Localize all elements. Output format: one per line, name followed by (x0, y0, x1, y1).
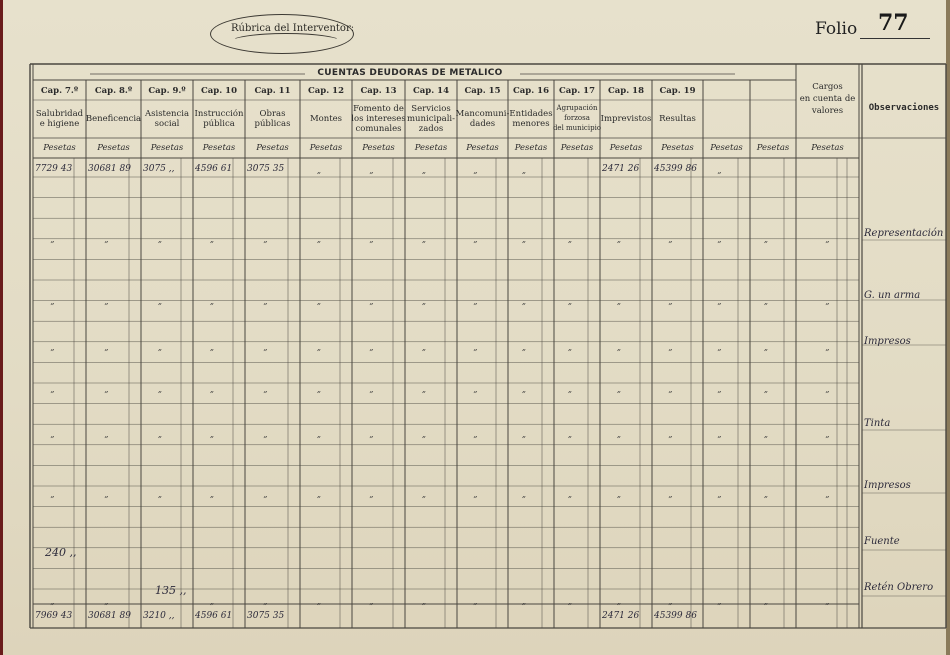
ditto-mark: „ (316, 385, 322, 394)
observation-entry: Impresos (864, 336, 911, 347)
ditto-mark: „ (668, 430, 673, 439)
ditto-mark: „ (369, 343, 374, 352)
ditto-mark: „ (567, 597, 573, 606)
ditto-mark: „ (209, 235, 215, 244)
ditto-mark: „ (50, 297, 55, 306)
cargos-header: valores (811, 106, 844, 116)
ditto-mark: „ (209, 430, 215, 439)
ditto-mark: „ (567, 385, 573, 394)
ditto-mark: „ (50, 430, 55, 439)
total-value: 3075 35 (247, 611, 285, 621)
ditto-mark: „ (316, 343, 322, 352)
cargos-header: en cuenta de (799, 94, 856, 104)
column-pesetas-label: Pesetas (514, 143, 548, 153)
total-value: 7969 43 (35, 611, 73, 621)
column-desc-10: menores (512, 119, 550, 129)
row1-value: 7729 43 (35, 164, 73, 174)
column-desc-9: Mancomuni- (455, 109, 510, 119)
folio-number: 77 (878, 10, 909, 36)
row1-value: 3075 ,, (143, 164, 175, 174)
ditto-mark: „ (421, 166, 427, 175)
total-value: 2471 26 (602, 611, 640, 621)
ditto-mark: „ (369, 385, 374, 394)
ditto-mark: „ (209, 385, 215, 394)
ditto-mark: „ (825, 430, 830, 439)
ditto-mark: „ (316, 430, 322, 439)
ditto-mark: „ (104, 430, 109, 439)
ditto-mark: „ (825, 343, 830, 352)
ditto-mark: „ (421, 430, 427, 439)
ditto-mark: „ (567, 490, 573, 499)
column-desc-7: Fomento de (353, 104, 404, 114)
ditto-mark: „ (763, 597, 769, 606)
ditto-mark: „ (421, 343, 427, 352)
column-cap-7: Cap. 13 (360, 86, 397, 96)
observation-entry: Retén Obrero (864, 582, 934, 593)
ditto-mark: „ (668, 343, 673, 352)
ditto-mark: „ (369, 597, 374, 606)
ditto-mark: „ (763, 343, 769, 352)
ditto-mark: „ (521, 490, 527, 499)
ditto-mark: „ (157, 490, 163, 499)
column-cap-9: Cap. 15 (464, 86, 501, 96)
ditto-mark: „ (825, 597, 830, 606)
ditto-mark: „ (521, 385, 527, 394)
column-desc-6: Montes (309, 114, 343, 124)
ditto-mark: „ (521, 597, 527, 606)
ditto-mark: „ (316, 166, 322, 175)
ditto-mark: „ (616, 297, 622, 306)
column-desc-13: Resultas (659, 114, 696, 124)
column-cap-12: Cap. 18 (608, 86, 644, 96)
ditto-mark: „ (567, 297, 573, 306)
ditto-mark: „ (717, 490, 722, 499)
ditto-mark: „ (763, 430, 769, 439)
rubrica-label: Rúbrica del Interventor: (231, 23, 355, 34)
ditto-mark: „ (316, 297, 322, 306)
ditto-mark: „ (369, 430, 374, 439)
ditto-mark: „ (421, 297, 427, 306)
ditto-mark: „ (50, 235, 55, 244)
observation-entry: G. un arma (864, 290, 921, 301)
observaciones-header: Observaciones (868, 103, 940, 113)
total-value: 30681 89 (88, 611, 131, 621)
ditto-mark: „ (263, 343, 268, 352)
ditto-mark: „ (209, 490, 215, 499)
ditto-mark: „ (263, 235, 268, 244)
ditto-mark: „ (369, 297, 374, 306)
ditto-mark: „ (421, 385, 427, 394)
ditto-mark: „ (668, 490, 673, 499)
ditto-mark: „ (421, 235, 427, 244)
ditto-mark: „ (369, 166, 374, 175)
ditto-mark: „ (521, 166, 527, 175)
ditto-mark: „ (668, 235, 673, 244)
ditto-mark: „ (763, 297, 769, 306)
column-pesetas-label: Pesetas (756, 143, 790, 153)
ditto-mark: „ (104, 297, 109, 306)
column-desc-11: del municipio (552, 124, 602, 132)
column-desc-11: forzosa (564, 114, 590, 122)
total-value: 4596 61 (195, 611, 233, 621)
ditto-mark: „ (668, 385, 673, 394)
column-cap-11: Cap. 17 (559, 86, 595, 96)
ditto-mark: „ (616, 235, 622, 244)
ditto-mark: „ (157, 343, 163, 352)
ditto-mark: „ (567, 430, 573, 439)
ditto-mark: „ (763, 490, 769, 499)
ditto-mark: „ (717, 385, 722, 394)
ditto-mark: „ (316, 235, 322, 244)
column-pesetas-label: Pesetas (710, 143, 743, 153)
ditto-mark: „ (521, 343, 527, 352)
value-135: 135 ,, (155, 584, 187, 597)
value-240: 240 ,, (45, 546, 77, 559)
ditto-mark: „ (421, 597, 427, 606)
ditto-mark: „ (316, 490, 322, 499)
column-desc-7: comunales (355, 124, 402, 134)
column-pesetas-label: Pesetas (43, 143, 76, 153)
table-title: CUENTAS DEUDORAS DE METALICO (317, 68, 503, 78)
ditto-mark: „ (473, 166, 478, 175)
row1-value: 2471 26 (602, 164, 640, 174)
column-cap-5: Cap. 11 (254, 86, 291, 96)
column-desc-8: municipali- (406, 114, 456, 124)
ditto-mark: „ (717, 597, 722, 606)
ditto-mark: „ (473, 235, 478, 244)
column-desc-9: dades (469, 119, 496, 129)
row1-value: 30681 89 (88, 164, 131, 174)
column-desc-2: Beneficencia (85, 114, 142, 124)
ditto-mark: „ (421, 490, 427, 499)
ditto-mark: „ (616, 385, 622, 394)
ditto-mark: „ (616, 490, 622, 499)
column-cap-1: Cap. 7.º (40, 86, 79, 96)
column-pesetas-label: Pesetas (560, 143, 594, 153)
ditto-mark: „ (473, 597, 478, 606)
row1-value: 3075 35 (247, 164, 285, 174)
column-cap-6: Cap. 12 (308, 86, 344, 96)
column-pesetas-label: Pesetas (414, 143, 448, 153)
ditto-mark: „ (825, 490, 830, 499)
ditto-mark: „ (473, 343, 478, 352)
ditto-mark: „ (50, 597, 55, 606)
ditto-mark: „ (567, 235, 573, 244)
column-desc-10: Entidades (509, 109, 553, 119)
column-pesetas-label: Pesetas (362, 143, 395, 153)
ditto-mark: „ (825, 385, 830, 394)
ditto-mark: „ (369, 490, 374, 499)
observation-entry: Impresos (864, 480, 911, 491)
row1-value: 45399 86 (654, 164, 697, 174)
ditto-mark: „ (473, 297, 478, 306)
ditto-mark: „ (263, 297, 268, 306)
ditto-mark: „ (717, 430, 722, 439)
column-cap-4: Cap. 10 (201, 86, 237, 96)
observation-entry: Tinta (864, 418, 891, 429)
ditto-mark: „ (316, 597, 322, 606)
row1-value: 4596 61 (195, 164, 233, 174)
column-pesetas-label: Pesetas (309, 143, 343, 153)
column-desc-5: Obras (259, 109, 286, 119)
column-desc-1: Salubridad (35, 109, 84, 119)
ditto-mark: „ (825, 235, 830, 244)
ditto-mark: „ (157, 235, 163, 244)
ditto-mark: „ (616, 430, 622, 439)
column-cap-8: Cap. 14 (413, 86, 449, 96)
ditto-mark: „ (209, 297, 215, 306)
cargos-header: Cargos (812, 82, 843, 92)
ditto-mark: „ (263, 430, 268, 439)
column-cap-10: Cap. 16 (513, 86, 549, 96)
column-desc-4: Instrucción (194, 109, 244, 119)
ditto-mark: „ (763, 385, 769, 394)
ditto-mark: „ (521, 297, 527, 306)
column-desc-11: Agrupación (556, 104, 598, 112)
column-desc-4: pública (203, 119, 235, 129)
ditto-mark: „ (209, 597, 215, 606)
ditto-mark: „ (104, 385, 109, 394)
column-desc-5: públicas (254, 119, 291, 129)
column-desc-7: los intereses (351, 114, 406, 124)
ditto-mark: „ (521, 235, 527, 244)
ditto-mark: „ (717, 235, 722, 244)
ditto-mark: „ (104, 490, 109, 499)
column-cap-13: Cap. 19 (659, 86, 696, 96)
ditto-mark: „ (473, 430, 478, 439)
ditto-mark: „ (825, 297, 830, 306)
column-pesetas-label: Pesetas (202, 143, 236, 153)
ditto-mark: „ (369, 235, 374, 244)
ditto-mark: „ (50, 490, 55, 499)
ditto-mark: „ (717, 166, 722, 175)
column-pesetas-label: Pesetas (97, 143, 130, 153)
column-desc-3: Asistencia (144, 109, 190, 119)
column-desc-3: social (154, 119, 180, 129)
column-desc-12: Imprevistos (600, 114, 652, 124)
ditto-mark: „ (263, 385, 268, 394)
ditto-mark: „ (209, 343, 215, 352)
ditto-mark: „ (521, 430, 527, 439)
ditto-mark: „ (616, 597, 622, 606)
column-desc-8: Servicios (411, 104, 451, 114)
column-cap-3: Cap. 9.º (148, 86, 186, 96)
column-desc-8: zados (418, 124, 444, 134)
ditto-mark: „ (567, 343, 573, 352)
column-cap-2: Cap. 8.º (94, 86, 133, 96)
ditto-mark: „ (668, 597, 673, 606)
ditto-mark: „ (50, 343, 55, 352)
column-desc-1: e higiene (39, 119, 80, 129)
ditto-mark: „ (473, 385, 478, 394)
column-pesetas-label: Pesetas (609, 143, 643, 153)
column-pesetas-label: Pesetas (466, 143, 499, 153)
total-value: 3210 ,, (143, 611, 175, 621)
ditto-mark: „ (157, 297, 163, 306)
total-value: 45399 86 (654, 611, 697, 621)
ditto-mark: „ (763, 235, 769, 244)
column-pesetas-label: Pesetas (661, 143, 694, 153)
ditto-mark: „ (668, 297, 673, 306)
ditto-mark: „ (157, 430, 163, 439)
column-pesetas-label: Pesetas (150, 143, 184, 153)
cargos-pesetas-label: Pesetas (811, 143, 844, 153)
ditto-mark: „ (616, 343, 622, 352)
ditto-mark: „ (717, 343, 722, 352)
ditto-mark: „ (50, 385, 55, 394)
observation-entry: Fuente (864, 536, 900, 547)
ditto-mark: „ (104, 235, 109, 244)
ditto-mark: „ (263, 490, 268, 499)
observation-entry: Representación (864, 228, 944, 239)
ditto-mark: „ (104, 343, 109, 352)
ditto-mark: „ (157, 385, 163, 394)
ditto-mark: „ (263, 597, 268, 606)
folio-label: Folio (815, 19, 858, 39)
ditto-mark: „ (104, 597, 109, 606)
ditto-mark: „ (473, 490, 478, 499)
column-pesetas-label: Pesetas (256, 143, 289, 153)
ditto-mark: „ (717, 297, 722, 306)
